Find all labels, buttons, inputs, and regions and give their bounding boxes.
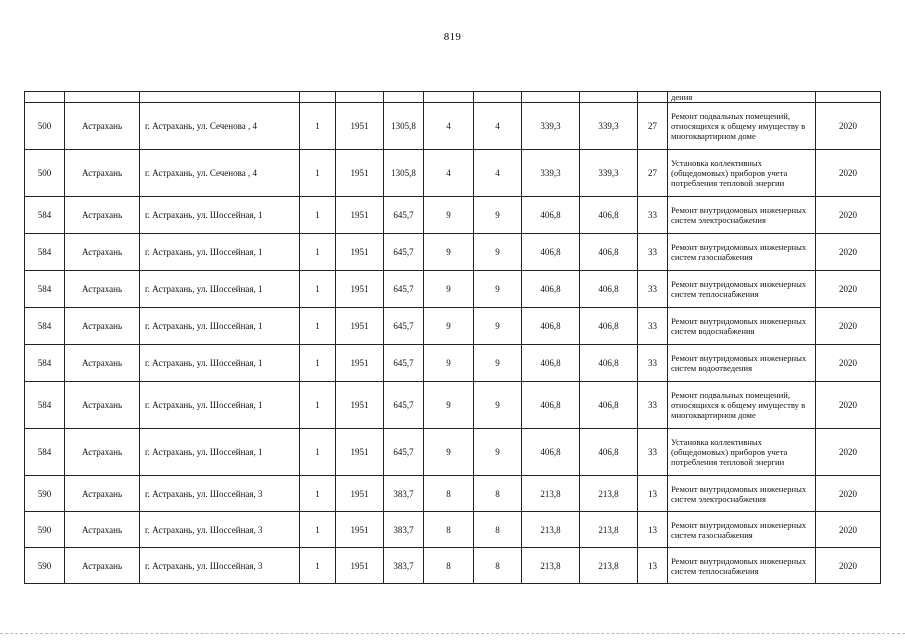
address-cell: г. Астрахань, ул. Сеченова , 4	[140, 103, 300, 150]
year-built-cell: 1951	[336, 308, 384, 345]
table-row	[25, 548, 881, 584]
value-cell: 4	[474, 150, 522, 197]
value-cell: 9	[474, 382, 522, 429]
table-body	[25, 92, 881, 584]
cell	[65, 92, 140, 103]
value-cell: 33	[638, 197, 668, 234]
address-cell: г. Астрахань, ул. Шоссейная, 1	[140, 382, 300, 429]
object-number-cell: 590	[25, 548, 65, 584]
work-type-cell: Ремонт внутридомовых инженерных систем теплоснабжения	[668, 548, 816, 584]
value-cell: 33	[638, 234, 668, 271]
count-cell: 1	[300, 234, 336, 271]
housing-repair-table	[24, 91, 881, 584]
total-area-cell: 383,7	[384, 512, 424, 548]
cell	[522, 92, 580, 103]
value-cell: 33	[638, 308, 668, 345]
year-built-cell: 1951	[336, 476, 384, 512]
year-built-cell: 1951	[336, 512, 384, 548]
page-bottom-edge	[0, 633, 905, 637]
cost-cell: 406,8	[522, 429, 580, 476]
value-cell: 8	[474, 548, 522, 584]
total-area-cell: 645,7	[384, 197, 424, 234]
continuation-row	[25, 92, 881, 103]
total-area-cell: 645,7	[384, 382, 424, 429]
address-cell: г. Астрахань, ул. Шоссейная, 1	[140, 197, 300, 234]
object-number-cell: 584	[25, 234, 65, 271]
planned-year-cell: 2020	[816, 429, 881, 476]
count-cell: 1	[300, 271, 336, 308]
count-cell: 1	[300, 548, 336, 584]
planned-year-cell: 2020	[816, 103, 881, 150]
work-type-cell: Ремонт внутридомовых инженерных систем электроснабжения	[668, 197, 816, 234]
count-cell: 1	[300, 429, 336, 476]
cost-cell: 339,3	[522, 150, 580, 197]
planned-year-cell: 2020	[816, 512, 881, 548]
work-type-cell: Установка коллективных (общедомовых) приборов учета потребления тепловой энергии	[668, 429, 816, 476]
total-area-cell: 645,7	[384, 234, 424, 271]
cell	[638, 92, 668, 103]
table-row	[25, 308, 881, 345]
count-cell: 1	[300, 150, 336, 197]
object-number-cell: 584	[25, 382, 65, 429]
value-cell: 4	[474, 103, 522, 150]
city-cell: Астрахань	[65, 548, 140, 584]
work-type-cell: Ремонт внутридомовых инженерных систем теплоснабжения	[668, 271, 816, 308]
value-cell: 9	[424, 345, 474, 382]
planned-year-cell: 2020	[816, 271, 881, 308]
total-area-cell: 645,7	[384, 308, 424, 345]
city-cell: Астрахань	[65, 234, 140, 271]
object-number-cell: 584	[25, 345, 65, 382]
value-cell: 9	[474, 234, 522, 271]
cell	[474, 92, 522, 103]
cost-cell: 213,8	[580, 548, 638, 584]
object-number-cell: 584	[25, 429, 65, 476]
total-area-cell: 1305,8	[384, 103, 424, 150]
city-cell: Астрахань	[65, 271, 140, 308]
object-number-cell: 500	[25, 103, 65, 150]
object-number-cell: 500	[25, 150, 65, 197]
count-cell: 1	[300, 103, 336, 150]
planned-year-cell: 2020	[816, 548, 881, 584]
value-cell: 27	[638, 103, 668, 150]
address-cell: г. Астрахань, ул. Шоссейная, 1	[140, 271, 300, 308]
work-type-cell: Ремонт внутридомовых инженерных систем водоснабжения	[668, 308, 816, 345]
total-area-cell: 645,7	[384, 271, 424, 308]
cost-cell: 406,8	[522, 308, 580, 345]
work-type-cell: Ремонт внутридомовых инженерных систем водоотведения	[668, 345, 816, 382]
planned-year-cell: 2020	[816, 308, 881, 345]
table-row	[25, 197, 881, 234]
address-cell: г. Астрахань, ул. Сеченова , 4	[140, 150, 300, 197]
work-type-cell: дения	[668, 92, 816, 103]
count-cell: 1	[300, 382, 336, 429]
value-cell: 9	[474, 197, 522, 234]
value-cell: 33	[638, 429, 668, 476]
city-cell: Астрахань	[65, 308, 140, 345]
count-cell: 1	[300, 345, 336, 382]
cost-cell: 406,8	[522, 197, 580, 234]
table-row	[25, 103, 881, 150]
cost-cell: 213,8	[522, 476, 580, 512]
cell	[384, 92, 424, 103]
work-type-cell: Ремонт подвальных помещений, относящихся к общему имуществу в многоквартирном доме	[668, 382, 816, 429]
year-built-cell: 1951	[336, 429, 384, 476]
value-cell: 9	[424, 429, 474, 476]
city-cell: Астрахань	[65, 150, 140, 197]
count-cell: 1	[300, 476, 336, 512]
value-cell: 8	[474, 512, 522, 548]
count-cell: 1	[300, 308, 336, 345]
cost-cell: 213,8	[580, 512, 638, 548]
cost-cell: 406,8	[522, 234, 580, 271]
value-cell: 33	[638, 345, 668, 382]
object-number-cell: 584	[25, 197, 65, 234]
value-cell: 8	[424, 548, 474, 584]
value-cell: 13	[638, 512, 668, 548]
value-cell: 9	[424, 308, 474, 345]
value-cell: 33	[638, 382, 668, 429]
object-number-cell: 590	[25, 476, 65, 512]
year-built-cell: 1951	[336, 103, 384, 150]
total-area-cell: 1305,8	[384, 150, 424, 197]
value-cell: 9	[424, 197, 474, 234]
city-cell: Астрахань	[65, 103, 140, 150]
planned-year-cell: 2020	[816, 234, 881, 271]
cost-cell: 406,8	[522, 345, 580, 382]
address-cell: г. Астрахань, ул. Шоссейная, 3	[140, 476, 300, 512]
cost-cell: 339,3	[580, 103, 638, 150]
value-cell: 9	[474, 308, 522, 345]
address-cell: г. Астрахань, ул. Шоссейная, 1	[140, 308, 300, 345]
table-row	[25, 150, 881, 197]
city-cell: Астрахань	[65, 382, 140, 429]
value-cell: 4	[424, 103, 474, 150]
value-cell: 4	[424, 150, 474, 197]
cost-cell: 406,8	[580, 271, 638, 308]
city-cell: Астрахань	[65, 345, 140, 382]
address-cell: г. Астрахань, ул. Шоссейная, 1	[140, 345, 300, 382]
cell	[140, 92, 300, 103]
cell	[300, 92, 336, 103]
city-cell: Астрахань	[65, 476, 140, 512]
value-cell: 8	[424, 476, 474, 512]
address-cell: г. Астрахань, ул. Шоссейная, 3	[140, 512, 300, 548]
table-row	[25, 345, 881, 382]
cost-cell: 406,8	[580, 234, 638, 271]
planned-year-cell: 2020	[816, 197, 881, 234]
work-type-cell: Ремонт внутридомовых инженерных систем газоснабжения	[668, 512, 816, 548]
cost-cell: 339,3	[522, 103, 580, 150]
year-built-cell: 1951	[336, 234, 384, 271]
object-number-cell: 584	[25, 308, 65, 345]
cost-cell: 213,8	[522, 548, 580, 584]
value-cell: 8	[474, 476, 522, 512]
year-built-cell: 1951	[336, 150, 384, 197]
value-cell: 9	[474, 345, 522, 382]
value-cell: 13	[638, 476, 668, 512]
cell	[25, 92, 65, 103]
planned-year-cell: 2020	[816, 150, 881, 197]
cost-cell: 406,8	[580, 308, 638, 345]
year-built-cell: 1951	[336, 548, 384, 584]
count-cell: 1	[300, 197, 336, 234]
work-type-cell: Ремонт подвальных помещений, относящихся к общему имуществу в многоквартирном доме	[668, 103, 816, 150]
object-number-cell: 590	[25, 512, 65, 548]
table-row	[25, 271, 881, 308]
value-cell: 33	[638, 271, 668, 308]
year-built-cell: 1951	[336, 382, 384, 429]
cost-cell: 213,8	[580, 476, 638, 512]
cost-cell: 406,8	[580, 429, 638, 476]
value-cell: 9	[424, 382, 474, 429]
cost-cell: 406,8	[580, 345, 638, 382]
address-cell: г. Астрахань, ул. Шоссейная, 1	[140, 234, 300, 271]
page-number: 819	[443, 31, 462, 43]
table-row	[25, 512, 881, 548]
planned-year-cell: 2020	[816, 476, 881, 512]
value-cell: 9	[474, 271, 522, 308]
address-cell: г. Астрахань, ул. Шоссейная, 3	[140, 548, 300, 584]
address-cell: г. Астрахань, ул. Шоссейная, 1	[140, 429, 300, 476]
city-cell: Астрахань	[65, 197, 140, 234]
table-row	[25, 382, 881, 429]
value-cell: 9	[424, 271, 474, 308]
cost-cell: 406,8	[580, 197, 638, 234]
year-built-cell: 1951	[336, 197, 384, 234]
year-built-cell: 1951	[336, 271, 384, 308]
value-cell: 27	[638, 150, 668, 197]
count-cell: 1	[300, 512, 336, 548]
cost-cell: 339,3	[580, 150, 638, 197]
year-built-cell: 1951	[336, 345, 384, 382]
cost-cell: 406,8	[522, 382, 580, 429]
table-row	[25, 429, 881, 476]
city-cell: Астрахань	[65, 512, 140, 548]
value-cell: 9	[474, 429, 522, 476]
cost-cell: 406,8	[580, 382, 638, 429]
value-cell: 13	[638, 548, 668, 584]
work-type-cell: Ремонт внутридомовых инженерных систем газоснабжения	[668, 234, 816, 271]
table-row	[25, 234, 881, 271]
total-area-cell: 645,7	[384, 345, 424, 382]
cell	[424, 92, 474, 103]
value-cell: 8	[424, 512, 474, 548]
cell	[816, 92, 881, 103]
planned-year-cell: 2020	[816, 345, 881, 382]
value-cell: 9	[424, 234, 474, 271]
total-area-cell: 383,7	[384, 476, 424, 512]
cell	[580, 92, 638, 103]
cell	[336, 92, 384, 103]
work-type-cell: Ремонт внутридомовых инженерных систем электроснабжения	[668, 476, 816, 512]
total-area-cell: 383,7	[384, 548, 424, 584]
planned-year-cell: 2020	[816, 382, 881, 429]
table-row	[25, 476, 881, 512]
city-cell: Астрахань	[65, 429, 140, 476]
object-number-cell: 584	[25, 271, 65, 308]
work-type-cell: Установка коллективных (общедомовых) приборов учета потребления тепловой энергии	[668, 150, 816, 197]
cost-cell: 406,8	[522, 271, 580, 308]
total-area-cell: 645,7	[384, 429, 424, 476]
cost-cell: 213,8	[522, 512, 580, 548]
